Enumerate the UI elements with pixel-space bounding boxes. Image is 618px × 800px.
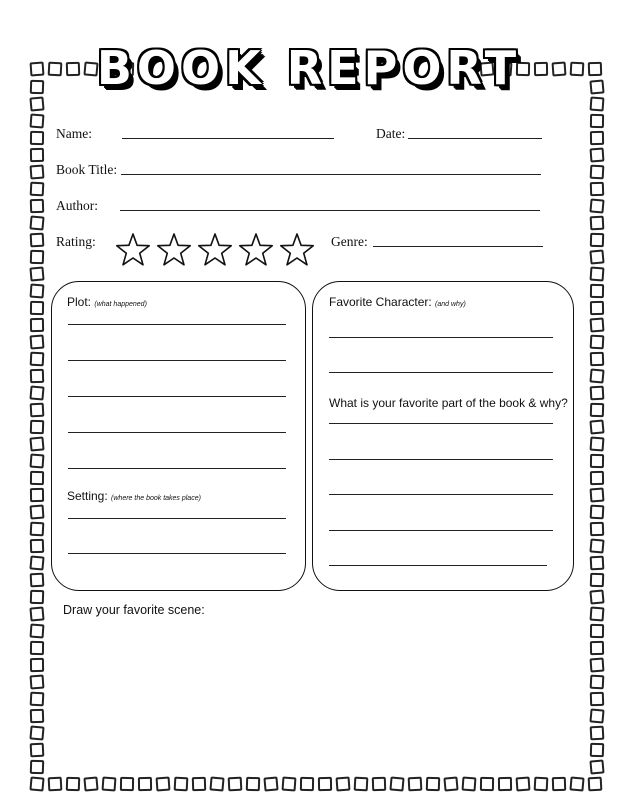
genre-label: Genre: — [331, 234, 368, 249]
border-square — [589, 368, 604, 383]
border-square — [29, 555, 44, 570]
border-square — [209, 776, 224, 791]
border-square — [30, 182, 45, 197]
border-square — [590, 165, 605, 180]
border-square — [589, 198, 604, 213]
rating-label: Rating: — [56, 234, 96, 249]
border-square — [30, 403, 45, 418]
border-square — [590, 743, 604, 757]
border-square — [30, 692, 45, 707]
border-square — [590, 301, 604, 315]
border-square — [462, 777, 477, 792]
character-label: Favorite Character: — [329, 295, 432, 309]
border-square — [30, 131, 44, 145]
border-square — [590, 97, 605, 112]
border-square — [590, 624, 604, 638]
plot-line[interactable] — [68, 432, 286, 433]
favorite-part-label: What is your favorite part of the book & why? — [329, 396, 568, 410]
border-square — [354, 777, 369, 792]
page-title: BOOK REPORT — [96, 41, 522, 95]
border-square — [389, 776, 404, 791]
author-label: Author: — [56, 198, 98, 213]
border-square — [30, 301, 44, 315]
border-square — [443, 776, 458, 791]
setting-hint: (where the book takes place) — [111, 495, 201, 502]
border-square — [29, 436, 44, 451]
border-square — [29, 725, 44, 740]
favorite-part-line[interactable] — [329, 459, 553, 460]
border-square — [589, 538, 604, 553]
border-square — [30, 250, 44, 264]
character-hint: (and why) — [435, 301, 466, 308]
border-square — [174, 777, 189, 792]
border-square — [552, 777, 566, 791]
character-line[interactable] — [329, 372, 553, 373]
name-input-line[interactable] — [122, 138, 334, 139]
border-square — [30, 505, 45, 520]
border-square — [263, 776, 278, 791]
plot-line[interactable] — [68, 360, 286, 361]
border-square — [589, 419, 604, 434]
border-square — [30, 114, 45, 129]
border-square — [30, 624, 45, 639]
rating-star-icon[interactable] — [281, 234, 313, 265]
plot-setting-box — [51, 281, 306, 591]
border-square — [590, 114, 604, 128]
border-square — [282, 777, 297, 792]
date-label: Date: — [376, 126, 406, 141]
border-square — [30, 658, 44, 672]
border-square — [426, 777, 440, 791]
border-square — [30, 590, 44, 604]
border-square — [30, 284, 45, 299]
plot-line[interactable] — [68, 324, 286, 325]
author-input-line[interactable] — [120, 210, 540, 211]
border-square — [589, 759, 604, 774]
favorite-part-line[interactable] — [329, 565, 547, 566]
border-square — [498, 777, 512, 791]
border-square — [590, 726, 605, 741]
border-square — [29, 776, 44, 791]
border-square — [30, 369, 44, 383]
border-square — [372, 777, 386, 791]
border-square — [29, 266, 44, 281]
border-square — [590, 573, 604, 587]
border-square — [590, 352, 604, 366]
rating-star-icon[interactable] — [199, 234, 231, 265]
border-square — [30, 709, 44, 723]
border-square — [590, 522, 604, 536]
border-square — [228, 777, 243, 792]
border-square — [30, 454, 45, 469]
plot-hint: (what happened) — [94, 301, 147, 308]
favorite-part-line[interactable] — [329, 530, 553, 531]
plot-label: Plot: — [67, 295, 92, 309]
border-square — [30, 471, 44, 485]
border-square — [138, 777, 152, 791]
favorite-part-line[interactable] — [329, 494, 553, 495]
plot-line[interactable] — [68, 396, 286, 397]
border-square — [590, 641, 604, 655]
setting-line[interactable] — [68, 553, 286, 554]
border-square — [589, 589, 604, 604]
border-square — [30, 760, 44, 774]
border-square — [192, 777, 206, 791]
border-square — [590, 488, 605, 503]
border-square — [590, 607, 605, 622]
border-square — [590, 692, 604, 706]
border-square — [30, 335, 45, 350]
character-box — [312, 281, 574, 591]
border-square — [534, 777, 549, 792]
border-square — [30, 743, 45, 758]
favorite-part-line[interactable] — [329, 423, 553, 424]
date-input-line[interactable] — [408, 138, 542, 139]
book-title-label: Book Title: — [56, 162, 118, 177]
border-square — [29, 215, 44, 230]
border-square — [66, 777, 80, 791]
character-heading — [329, 295, 466, 309]
border-square — [590, 454, 604, 468]
border-square — [589, 708, 604, 723]
border-square — [30, 522, 45, 537]
border-square — [29, 606, 44, 621]
character-line[interactable] — [329, 337, 553, 338]
border-square — [590, 148, 605, 163]
border-square — [318, 777, 332, 791]
border-square — [590, 267, 605, 282]
border-square — [29, 385, 44, 400]
border-square — [516, 777, 531, 792]
setting-line[interactable] — [68, 518, 286, 519]
border-square — [30, 318, 44, 332]
rating-star-icon[interactable] — [117, 234, 149, 265]
border-square — [590, 335, 605, 350]
border-square — [30, 675, 45, 690]
border-square — [590, 284, 604, 298]
border-square — [588, 777, 603, 792]
border-square — [30, 148, 44, 162]
border-square — [590, 675, 605, 690]
border-square — [30, 573, 45, 588]
border-square — [590, 505, 605, 520]
border-square — [30, 199, 44, 213]
border-square — [590, 386, 605, 401]
border-square — [30, 352, 45, 367]
border-square — [102, 777, 117, 792]
book-title-input-line[interactable] — [121, 174, 541, 175]
draw-scene-label: Draw your favorite scene: — [63, 603, 205, 617]
border-square — [569, 776, 584, 791]
border-square — [589, 249, 604, 264]
border-square — [590, 318, 605, 333]
border-square — [83, 776, 98, 791]
border-square — [590, 403, 604, 417]
drawing-area[interactable] — [55, 622, 575, 762]
border-square — [30, 233, 45, 248]
border-square — [590, 216, 605, 231]
rating-star-icon[interactable] — [240, 234, 272, 265]
name-label: Name: — [56, 126, 92, 141]
border-square — [156, 777, 171, 792]
border-square — [336, 777, 351, 792]
rating-star-icon[interactable] — [158, 234, 190, 265]
border-square — [30, 539, 44, 553]
border-square — [120, 777, 134, 791]
border-square — [30, 641, 44, 655]
border-square — [590, 556, 605, 571]
border-square — [408, 777, 423, 792]
border-square — [246, 777, 260, 791]
border-square — [590, 471, 604, 485]
setting-heading — [67, 489, 201, 503]
border-square — [30, 165, 45, 180]
border-square — [29, 96, 44, 111]
plot-line[interactable] — [68, 468, 286, 469]
plot-heading — [67, 295, 147, 309]
setting-label: Setting: — [67, 489, 108, 503]
border-square — [30, 488, 44, 502]
border-square — [590, 233, 604, 247]
border-square — [590, 437, 605, 452]
border-square — [30, 420, 44, 434]
star-rating[interactable] — [115, 230, 320, 270]
genre-input-line[interactable] — [373, 246, 543, 247]
border-square — [300, 777, 314, 791]
border-square — [590, 182, 604, 196]
border-square — [590, 131, 604, 145]
border-square — [480, 777, 494, 791]
border-square — [590, 658, 605, 673]
border-square — [48, 777, 63, 792]
